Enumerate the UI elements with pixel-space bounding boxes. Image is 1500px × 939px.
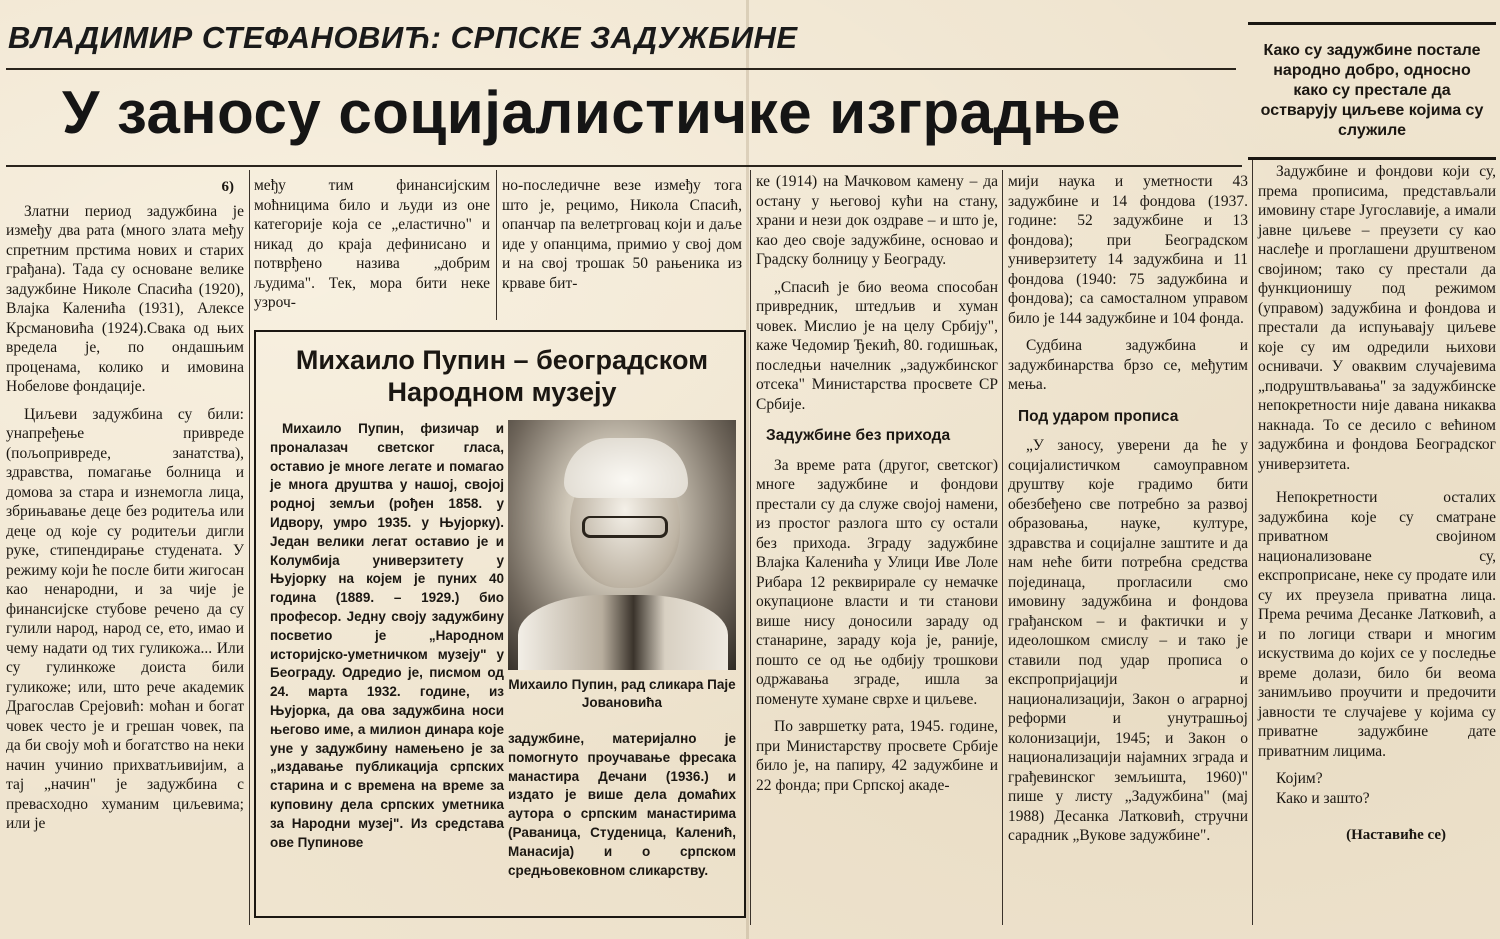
column-3	[502, 176, 742, 293]
column-2	[254, 176, 490, 313]
portrait-hair	[564, 438, 688, 498]
intro-box	[1248, 22, 1496, 160]
col4-paragraph-4: По завршетку рата, 1945. године, при Министарству просвете Србије било је, на папиру, 42 задужбине и 22 фонда; при Српској акаде-	[756, 718, 998, 794]
section-heading-no-income: Задужбине без прихода	[766, 427, 951, 444]
top-rule	[6, 68, 1236, 70]
col4-paragraph-1: ке (1914) на Мачковом камену – да остану у његовој кући на стану, храни и нези док оздраве – и што је, као део своје задужбине, основао и Градску болницу у Београду.	[756, 173, 998, 268]
column-divider	[496, 170, 497, 320]
col4-paragraph-3: За време рата (другог, светског) многе задужбине и фондови престали су да служе својој намени, из простог разлога што су остали без прихода. Зграду задужбине Влајка Каленића у Улици Иве Лоле Рибара 12 реквирирале су немачке окупационе власти и ти станови више нису доносили зараду од станарине, зараду која је, раније, пошто се од ње одбију трошкови одржавања зграде, ишла за поменуте хумане сврхе и циљеве.	[756, 456, 998, 708]
col3-paragraph-1: но-последичне везе између тога што је, рецимо, Никола Спасић, опанчар па велетрговац који и даље иде у опанцима, примио у свој дом и на свој трошак 50 рањеника из крваве бит-	[502, 177, 742, 292]
intro-text: Како су задужбине постале народно добро, односно како су престале да остварују циљеве којима су служиле	[1260, 42, 1484, 139]
photo-caption: Михаило Пупин, рад сликара Паје Јовановића	[508, 677, 736, 710]
portrait-coat	[518, 595, 728, 670]
headline-rule	[6, 165, 1242, 167]
installment-number: 6)	[221, 179, 234, 195]
col6-paragraph-2: Непокретности осталих задужбина које су сматране приватном својином национализоване су, експроприсане, неке су продате или су их преузела приватна лица. Према речима Десанке Латковић, а и по логици ствари и многим искуствима до којих се у последње време долази, било би веома занимљиво проучити и предочити јавности те случајеве у којима су приватне задужбине дате приватним лицима.	[1258, 489, 1496, 760]
pupin-box	[254, 330, 746, 918]
pupin-box-body-continued	[508, 730, 736, 880]
column-divider	[249, 170, 250, 925]
column-5	[1008, 172, 1248, 846]
column-divider	[750, 170, 751, 925]
col2-paragraph-1: међу тим финансијским моћницима било и људи из оне категорије која се „еластично" и никад до краја дефинисано и потврђено назива „добрим људима". Тек, мора бити неке узроч-	[254, 177, 490, 311]
column-divider	[1252, 160, 1253, 925]
col6-question-2: Како и зашто?	[1276, 789, 1370, 807]
column-4	[756, 172, 998, 795]
headline: У заносу социјалистичке изградње	[62, 79, 1121, 146]
column-divider	[1002, 170, 1003, 925]
column-6	[1258, 162, 1496, 846]
col5-paragraph-1: мији наука и уметности 43 задужбине и 14 фондова (1937. године: 52 задужбине и 13 фондова); при Београдском универзитету 14 задужбина и 11 фондова (1940: 75 задужбина и фондова); са самосталном управом било је 144 задужбине и 104 фонда.	[1008, 173, 1248, 327]
to-be-continued: (Наставиће се)	[1346, 827, 1446, 843]
pupin-box-body	[270, 420, 504, 852]
col6-paragraph-1: Задужбине и фондови који су, према прописима, представљали имовину старе Југославије, а имали јавне циљеве – преузети су као наслеђе и проглашени друштвеном својином; тако су престали да функционишу под режимом (управом) задужбина и фондова и престали да испуњавају циљеве које су им одредили њихови оснивачи. У оваквим случајевима „подруштвљавања" за задужбинске непокретности није давана никаква накнада. То се десило с већином задужбина и фондова Београдског универзитета.	[1258, 163, 1496, 473]
pupin-box-title: Михаило Пупин – београдском Народном музеју	[295, 345, 709, 407]
pupin-box-text-2: задужбине, материјално је помогнуто проучавање фресака манастира Дечани (1936.) и издато је више дела домаћих аутора о српским манастирима (Раваница, Студеница, Каленић, Манасија) и о српском средњовековном сликарству.	[508, 731, 736, 878]
column-1	[6, 178, 244, 834]
section-heading-under-regulations: Под ударом прописа	[1018, 407, 1179, 425]
col5-paragraph-2: Судбина задужбина и задужбинарства брзо се, међутим мења.	[1008, 337, 1248, 393]
pupin-box-text: Михаило Пупин, физичар и проналазач светског гласа, оставио је многе легате и помагао је многа друштва у нашој, својој родној земљи (рођен 1858. у Идвору, умро 1935. у Њујорку). Један велики легат оставио је и Колумбија универзитету у Њујорку на којем је пуних 40 година (1889. – 1929.) био професор. Једну своју задужбину посветио је „Народном историјско-уметничком музеју" у Београду. Одредио је, писмом од 24. марта 1932. године, из Њујорка, да ова задужбина носи његово име, а милион динара које уне у задужбину намењено је за „издавање публикација српских старина и с времена на време за куповину дела српских уметника за Народни музеј". Из средстава ове Пупинове	[270, 421, 504, 850]
col1-paragraph-1: Златни период задужбина је између два рата (много злата међу спретним прстима нових и старих грађана). Тада су основане велике задужбине Николе Спасића (1920), Влајка Каленића (1931), Алексе Крсмановића (1924).Свака од њих вредела је, по ондашњим проценама, колико и имовина Нобелове фондације.	[6, 202, 244, 395]
portrait-glasses	[582, 516, 668, 538]
col4-paragraph-2: „Спасић је био веома способан привредник, штедљив и хуман човек. Мислио је на целу Србију", каже Чедомир Ђекић, 80. годишњак, последњи начелник „задужбинског отсека" Министарства просвете СР Србије.	[756, 278, 998, 413]
col6-question-1: Којим?	[1276, 770, 1323, 787]
pupin-portrait-photo	[508, 420, 736, 670]
kicker: ВЛАДИМИР СТЕФАНОВИЋ: СРПСКЕ ЗАДУЖБИНЕ	[8, 20, 798, 55]
col5-paragraph-3: „У заносу, уверени да ће у социјалистичком самоуправном друштву које градимо бити обезбеђено све потребно за развој образовања, науке, културе, здравства и социјалне заштите и да нам неће бити потребна средства појединаца, прогласили смо имовину задужбина и фондова грађанском – и фактички и у идеолошком смислу – и тако је ставили под удар прописа о експропријацији и национализацији, Закон о аграрној реформи и унутрашњој колонизацији, 1945; и Закон о национализацији најамних зграда и грађевинског земљишта, 1960)" пише у листу „Задужбина" (мај 1988) Десанка Латковић, стручни сарадник „Вукове задужбине".	[1008, 437, 1248, 844]
col1-paragraph-2: Циљеви задужбина су били: унапређење привреде (пољопривреде, занатства), здравства, помагање болница и домова за стара и изнемогла лица, збрињавање деце без родитеља или деце од које су родитељи дигли руке, стипендирање студената. У режиму који ће после бити жигосан као ненародни, и за чије је финансијске стубове речено да су гулили народ, народ се, ето, имао и чему надати од тих гуликожа... Или су гулинкоже доиста били гуликоже; или, што рече академик Драгослав Срејовић: моћан и богат човек често је и грешан човек, па да би своју моћ и богатство на неки начин учинио прихватљивијим, а тај „начин" је задужбина с превасходно хуманим циљевима; или је	[6, 405, 244, 832]
